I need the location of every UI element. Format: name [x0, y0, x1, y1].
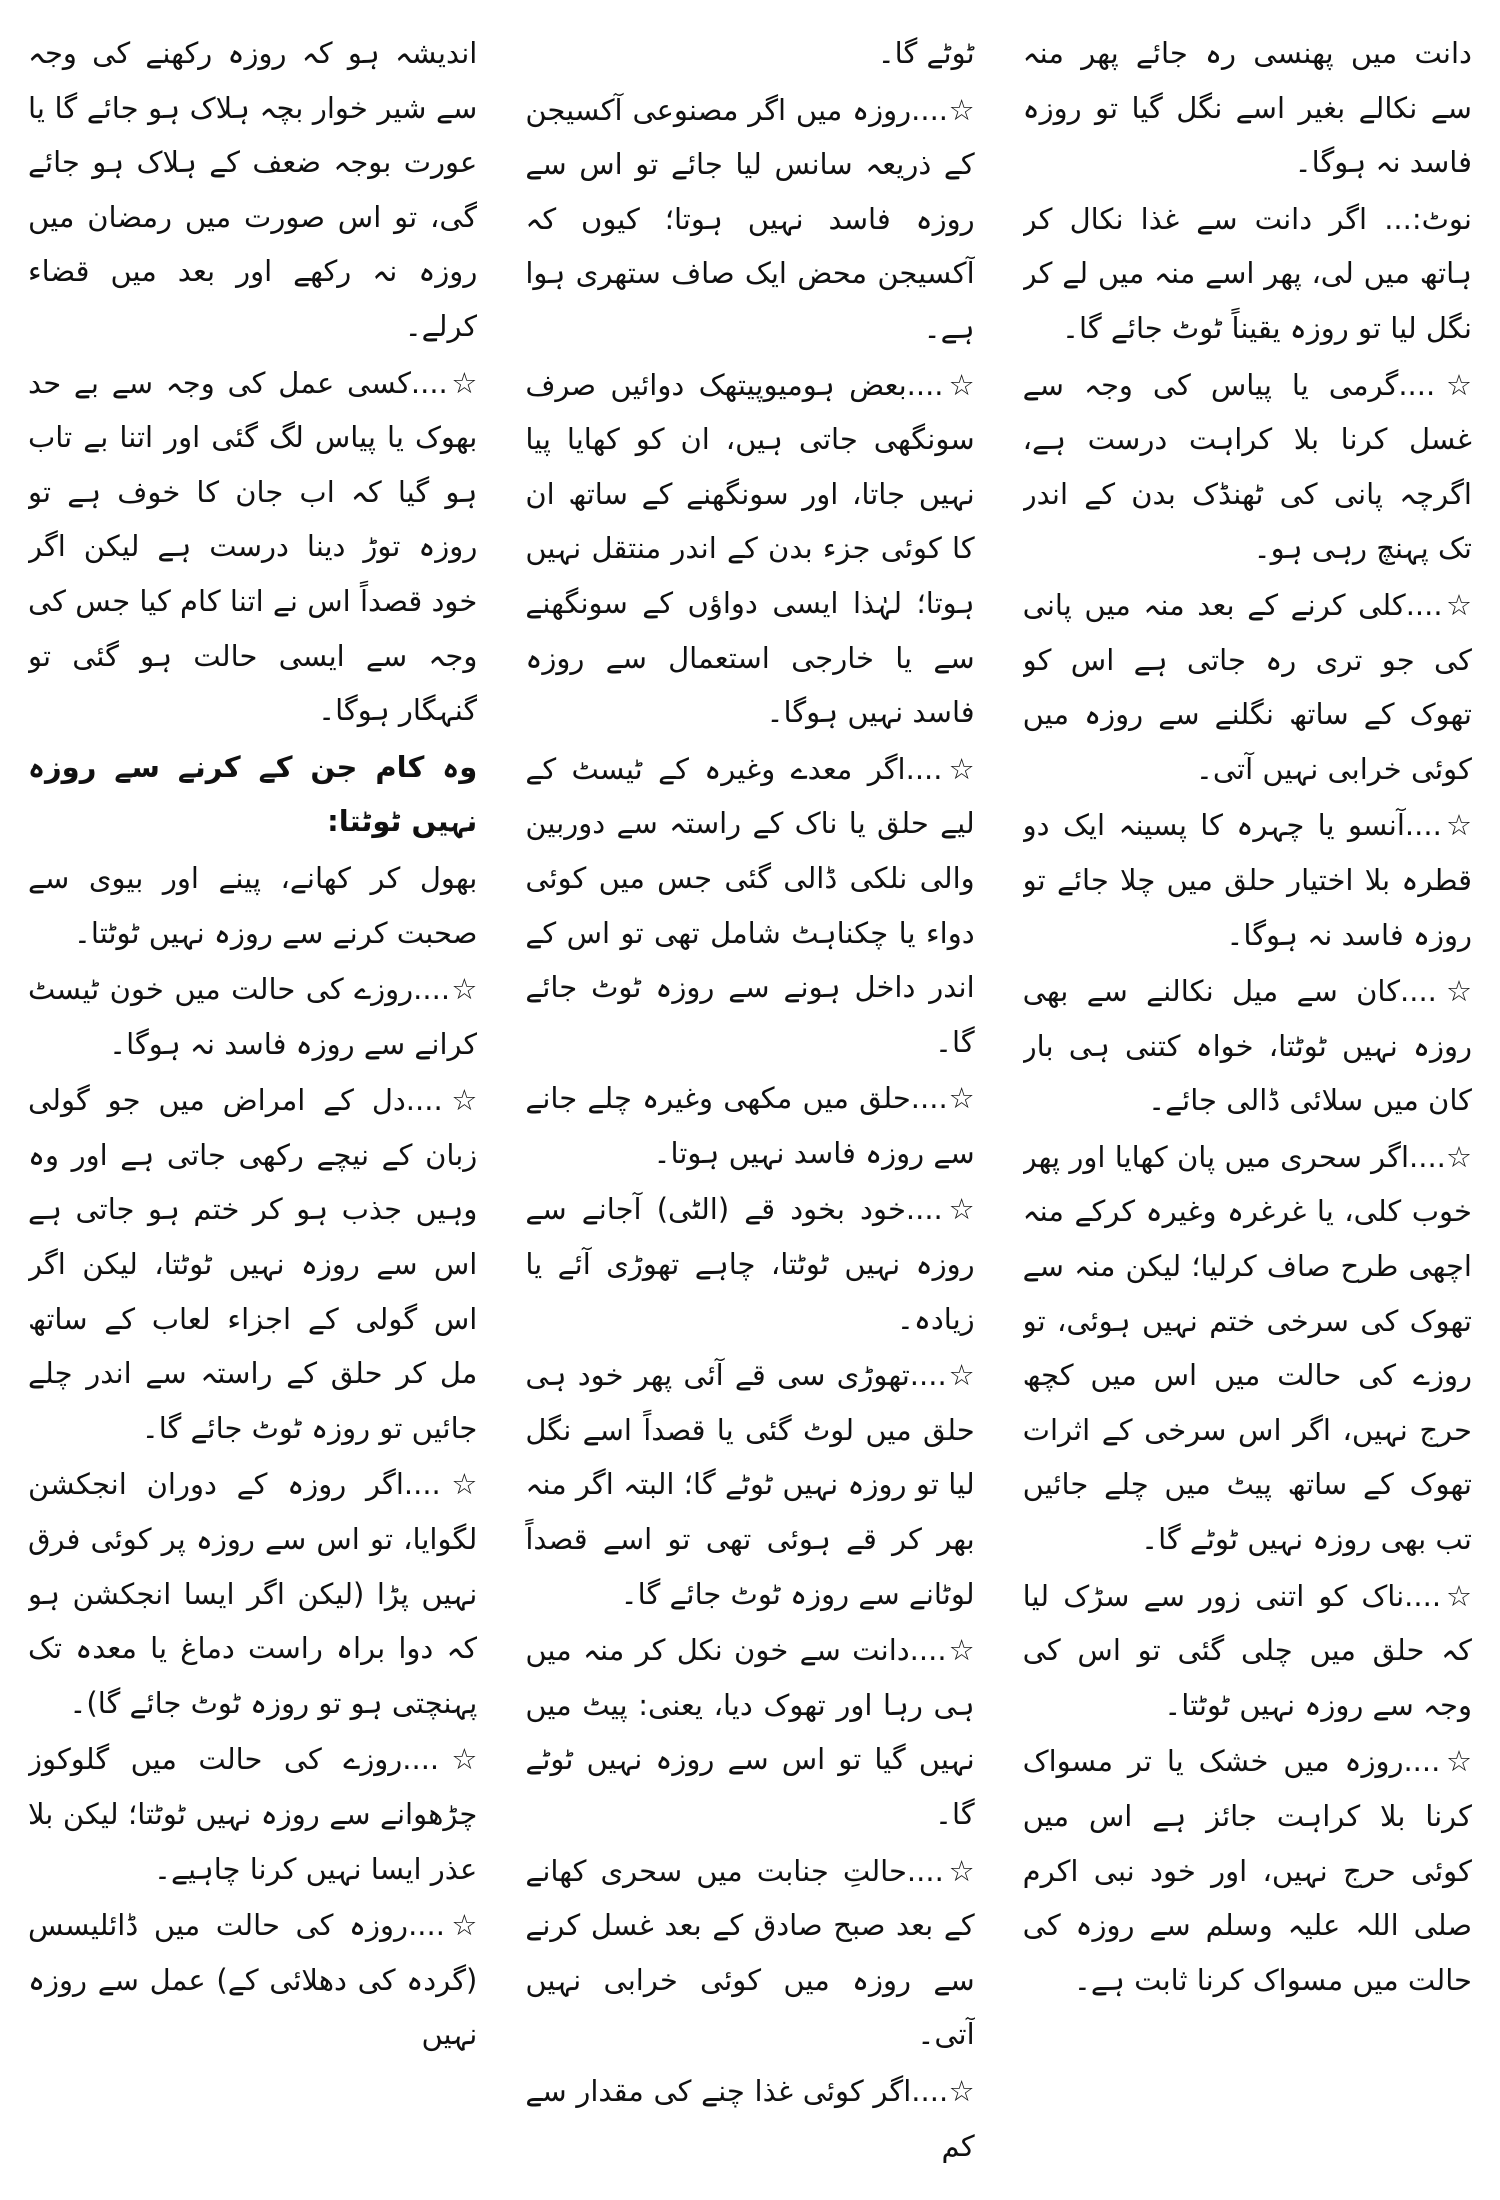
paragraph: ☆....آنسو یا چہرہ کا پسینہ ایک دو قطرہ بلا اختیار حلق میں چلا جائے تو روزہ فاسد نہ ہوگا۔ — [1022, 808, 1472, 952]
paragraph: ☆....دانت سے خون نکل کر منہ میں ہی رہا اور تھوک دیا، یعنی: پیٹ میں نہیں گیا تو اس سے روزہ نہیں ٹوٹے گا۔ — [525, 1633, 975, 1831]
column-right — [28, 26, 477, 2176]
paragraph: ☆....روزہ کی حالت میں ڈائلیسس (گردہ کی دھلائی کے) عمل سے روزہ نہیں — [28, 1908, 478, 2052]
paragraph: ☆....اگر روزہ کے دوران انجکشن لگوایا، تو اس سے روزہ پر کوئی فرق نہیں پڑا (لیکن اگر ایسا انجکشن ہو کہ دوا براہ راست دماغ یا معدہ تک پہنچتی ہو تو روزہ ٹوٹ جائے گا)۔ — [28, 1467, 478, 1720]
paragraph: ☆....کسی عمل کی وجہ سے بے حد بھوک یا پیاس لگ گئی اور اتنا بے تاب ہو گیا کہ اب جان کا خوف ہے تو روزہ توڑ دینا درست ہے لیکن اگر خود قصداً اس نے اتنا کام کیا جس کی وجہ سے ایسی حالت ہو گئی تو گنہگار ہوگا۔ — [28, 365, 478, 728]
section-heading: وہ کام جن کے کرنے سے روزہ نہیں ٹوٹتا: — [28, 749, 478, 839]
column-middle — [525, 26, 974, 2176]
paragraph: ☆....کلی کرنے کے بعد منہ میں پانی کی جو تری رہ جاتی ہے اس کو تھوک کے ساتھ نگلنے سے روزہ میں کوئی خرابی نہیں آتی۔ — [1022, 587, 1472, 786]
paragraph: ☆....روزہ میں اگر مصنوعی آکسیجن کے ذریعہ سانس لیا جائے تو اس سے روزہ فاسد نہیں ہوتا؛ کیوں کہ آکسیجن محض ایک صاف ستھری ہوا ہے۔ — [525, 92, 975, 345]
paragraph: ☆....دل کے امراض میں جو گولی زبان کے نیچے رکھی جاتی ہے اور وہ وہیں جذب ہو کر ختم ہو جاتی ہے اس سے روزہ نہیں ٹوٹتا، لیکن اگر اس گولی کے اجزاء لعاب کے ساتھ مل کر حلق کے راستہ سے اندر چلے جائیں تو روزہ ٹوٹ جائے گا۔ — [28, 1083, 478, 1445]
paragraph: ☆....حالتِ جنابت میں سحری کھانے کے بعد صبح صادق کے بعد غسل کرنے سے روزہ میں کوئی خرابی نہیں آتی۔ — [525, 1853, 975, 2052]
paragraph: ☆....اگر سحری میں پان کھایا اور پھر خوب کلی، یا غرغرہ وغیرہ کرکے منہ اچھی طرح صاف کرلیا؛ لیکن منہ سے تھوک کی سرخی ختم نہیں ہوئی، تو روزے کی حالت میں اس میں کچھ حرج نہیں، اگر اس سرخی کے اثرات تھوک کے ساتھ پیٹ میں چلے جائیں تب بھی روزہ نہیں ٹوٹے گا۔ — [1022, 1139, 1472, 1557]
paragraph: ☆....روزہ میں خشک یا تر مسواک کرنا بلا کراہت جائز ہے اس میں کوئی حرج نہیں، اور خود نبی اکرم صلی اللہ علیہ وسلم سے روزہ کی حالت میں مسواک کرنا ثابت ہے۔ — [1022, 1744, 1472, 1997]
paragraph: ☆....بعض ہومیوپیتھک دوائیں صرف سونگھی جاتی ہیں، ان کو کھایا پیا نہیں جاتا، اور سونگھنے کے ساتھ ان کا کوئی جزء بدن کے اندر منتقل نہیں ہوتا؛ لہٰذا ایسی دواؤں کے سونگھنے سے یا خارجی استعمال سے روزہ فاسد نہیں ہوگا۔ — [525, 367, 975, 730]
paragraph: ☆....گرمی یا پیاس کی وجہ سے غسل کرنا بلا کراہت درست ہے، اگرچہ پانی کی ٹھنڈک بدن کے اندر تک پہنچ رہی ہو۔ — [1022, 367, 1472, 566]
paragraph: ٹوٹے گا۔ — [877, 36, 975, 70]
paragraph: ☆....خود بخود قے (الٹی) آجانے سے روزہ نہیں ٹوٹتا، چاہے تھوڑی آئے یا زیادہ۔ — [525, 1192, 975, 1336]
paragraph: بھول کر کھانے، پینے اور بیوی سے صحبت کرنے سے روزہ نہیں ٹوٹتا۔ — [28, 860, 478, 950]
paragraph: ☆....اگر کوئی غذا چنے کی مقدار سے کم — [525, 2073, 975, 2163]
paragraph: ☆....روزے کی حالت میں خون ٹیسٹ کرانے سے روزہ فاسد نہ ہوگا۔ — [28, 972, 478, 1061]
paragraph: ☆....تھوڑی سی قے آئی پھر خود ہی حلق میں لوٹ گئی یا قصداً اسے نگل لیا تو روزہ نہیں ٹوٹے گا؛ البتہ اگر منہ بھر کر قے ہوئی تھی تو اسے قصداً لوٹانے سے روزہ ٹوٹ جائے گا۔ — [525, 1358, 975, 1611]
paragraph: اندیشہ ہو کہ روزہ رکھنے کی وجہ سے شیر خوار بچہ ہلاک ہو جائے گا یا عورت بوجہ ضعف کے ہلاک ہو جائے گی، تو اس صورت میں رمضان میں روزہ نہ رکھے اور بعد میں قضاء کرلے۔ — [28, 36, 478, 343]
column-left — [1023, 26, 1472, 2176]
paragraph: ☆....کان سے میل نکالنے سے بھی روزہ نہیں ٹوٹتا، خواہ کتنی ہی بار کان میں سلائی ڈالی جائے۔ — [1022, 974, 1472, 1118]
note-paragraph: نوٹ:... اگر دانت سے غذا نکال کر ہاتھ میں لی، پھر اسے منہ میں لے کر نگل لیا تو روزہ یقیناً ٹوٹ جائے گا۔ — [1022, 201, 1472, 345]
newspaper-page — [28, 26, 1472, 2176]
paragraph: ☆....حلق میں مکھی وغیرہ چلے جانے سے روزہ فاسد نہیں ہوتا۔ — [525, 1081, 975, 1170]
paragraph: ☆....روزے کی حالت میں گلوکوز چڑھوانے سے روزہ نہیں ٹوٹتا؛ لیکن بلا عذر ایسا نہیں کرنا چاہیے۔ — [28, 1742, 478, 1886]
paragraph: ☆....اگر معدے وغیرہ کے ٹیسٹ کے لیے حلق یا ناک کے راستہ سے دوربین والی نلکی ڈالی گئی جس میں کوئی دواء یا چکناہٹ شامل تھی تو اس کے اندر داخل ہونے سے روزہ ٹوٹ جائے گا۔ — [525, 751, 975, 1059]
paragraph: دانت میں پھنسی رہ جائے پھر منہ سے نکالے بغیر اسے نگل گیا تو روزہ فاسد نہ ہوگا۔ — [1022, 36, 1472, 180]
paragraph: ☆....ناک کو اتنی زور سے سڑک لیا کہ حلق میں چلی گئی تو اس کی وجہ سے روزہ نہیں ٹوٹتا۔ — [1022, 1578, 1472, 1722]
